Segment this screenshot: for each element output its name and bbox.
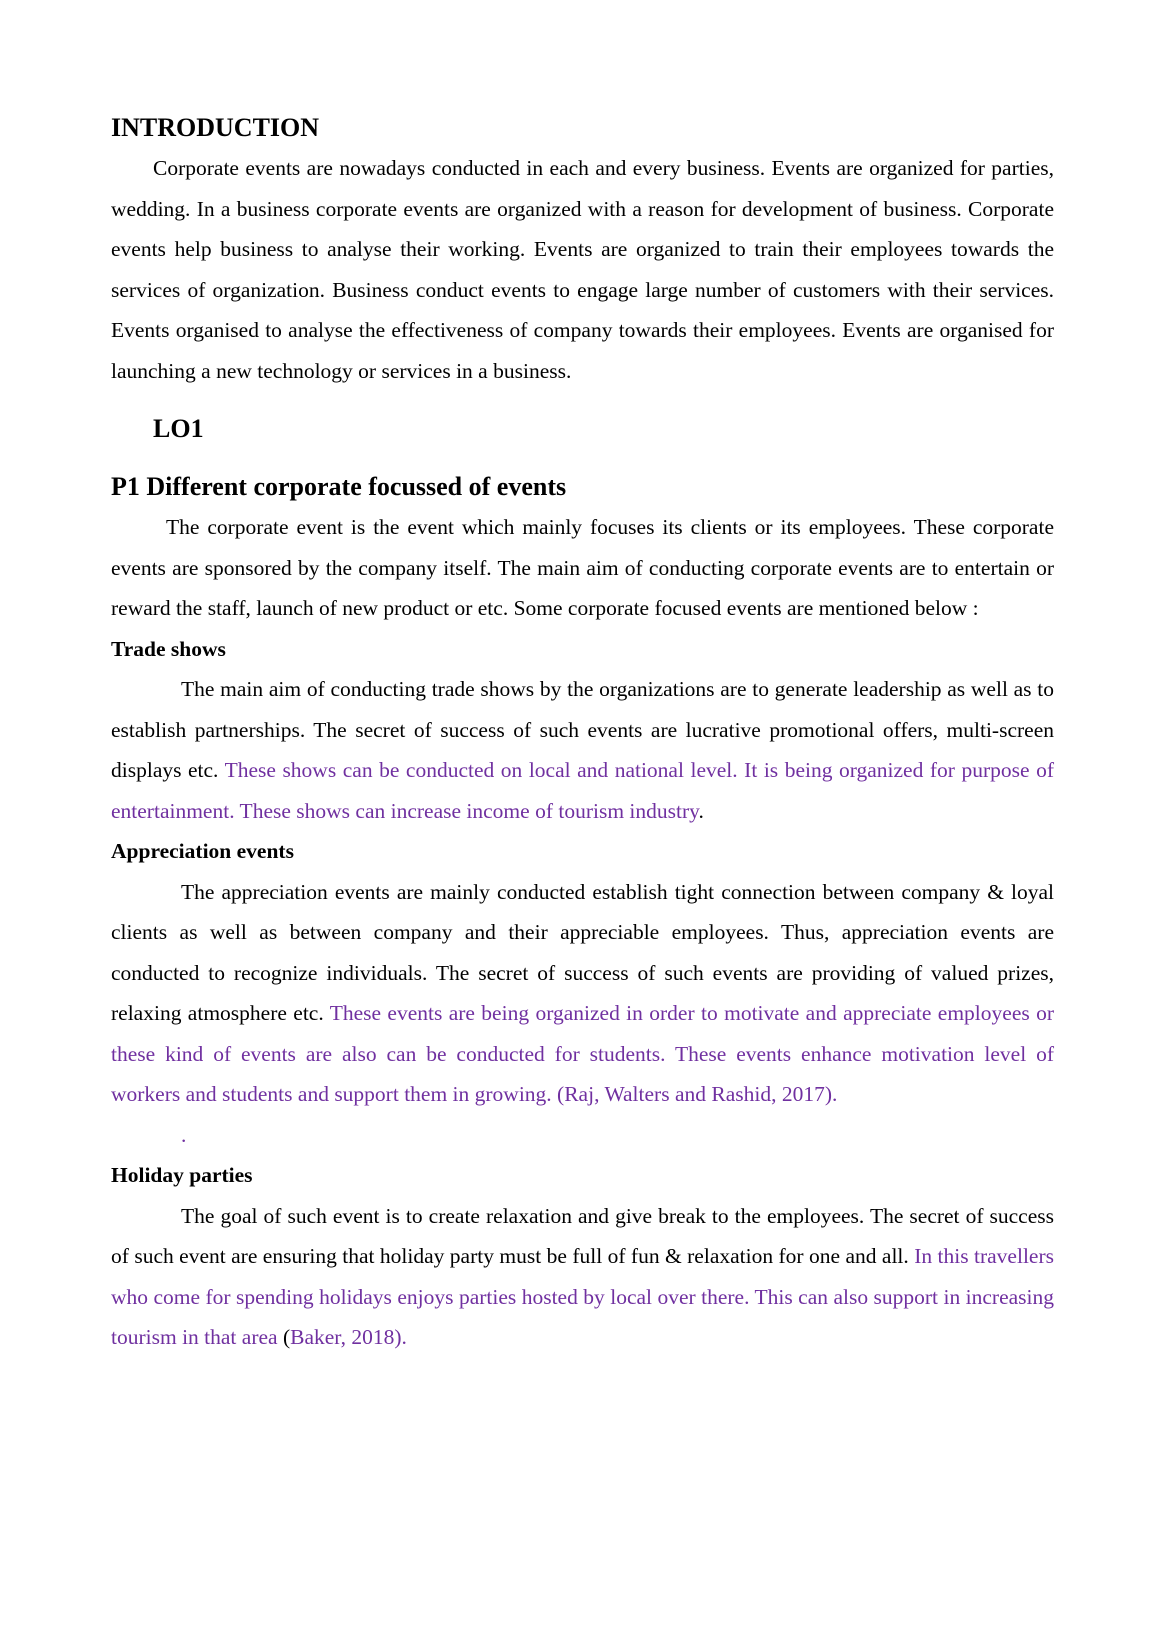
document-page <box>111 108 1054 1358</box>
lo1-heading: LO1 <box>153 414 204 443</box>
appreciation-accent-text: These events are being organized in order to motivate and appreciate employees or these kind of events are also can be conducted for students. These events enhance motivation level of workers and students and support them in growing. (Raj, Walters and Rashid, 2017). <box>111 1001 1055 1106</box>
trade-shows-text: The main aim of conducting trade shows by the organizations are to generate leadership as well as to establish partnerships. The secret of success of such events are lucrative promotional offers, multi-screen displays etc. <box>111 677 1054 782</box>
trade-shows-heading: Trade shows <box>111 636 226 661</box>
p1-heading: P1 Different corporate focussed of events <box>111 472 567 501</box>
p1-paragraph: The corporate event is the event which mainly focuses its clients or its employees. These corporate events are sponsored by the company itself. The main aim of conducting corporate events are to entertain or reward the staff, launch of new product or etc. Some corporate focused events are mentioned below : <box>111 515 1054 620</box>
trade-shows-paragraph <box>111 669 1054 831</box>
holiday-paren: ( <box>277 1325 291 1349</box>
appreciation-events-heading: Appreciation events <box>111 839 294 863</box>
trade-shows-tail: . <box>698 798 704 823</box>
introduction-paragraph: Corporate events are nowadays conducted in each and every business. Events are organized for parties, wedding. In a business corporate events are organized with a reason for development of business. Corporate events help business to analyse their working. Events are organized to train their employees towards the services of organization. Business conduct events to engage large number of customers with their services. Events organised to analyse the effectiveness of company towards their employees. Events are organised for launching a new technology or services in a business. <box>111 156 1054 383</box>
holiday-text: The goal of such event is to create relaxation and give break to the employees. The secret of success of such event are ensuring that holiday party must be full of fun & relaxation for one and all. <box>111 1203 1054 1268</box>
appreciation-events-paragraph <box>111 872 1054 1115</box>
holiday-accent-text: In this travellers who come for spending holidays enjoys parties hosted by local over there. This can also support in increasing tourism in that area <box>111 1244 1054 1349</box>
introduction-heading: INTRODUCTION <box>111 113 320 142</box>
trade-shows-accent-text: These shows can be conducted on local and national level. It is being organized for purpose of entertainment. These shows can increase income of tourism industry <box>111 758 1054 823</box>
holiday-parties-paragraph <box>111 1196 1054 1358</box>
stray-dot: . <box>181 1122 187 1147</box>
holiday-parties-heading: Holiday parties <box>111 1163 253 1187</box>
holiday-citation: Baker, 2018). <box>290 1325 407 1349</box>
appreciation-text: The appreciation events are mainly conducted establish tight connection between company & loyal clients as well as between company and their appreciable employees. Thus, appreciation events are conducted to recognize individuals. The secret of success of such events are providing of valued prizes, relaxing atmosphere etc. <box>111 879 1054 1025</box>
